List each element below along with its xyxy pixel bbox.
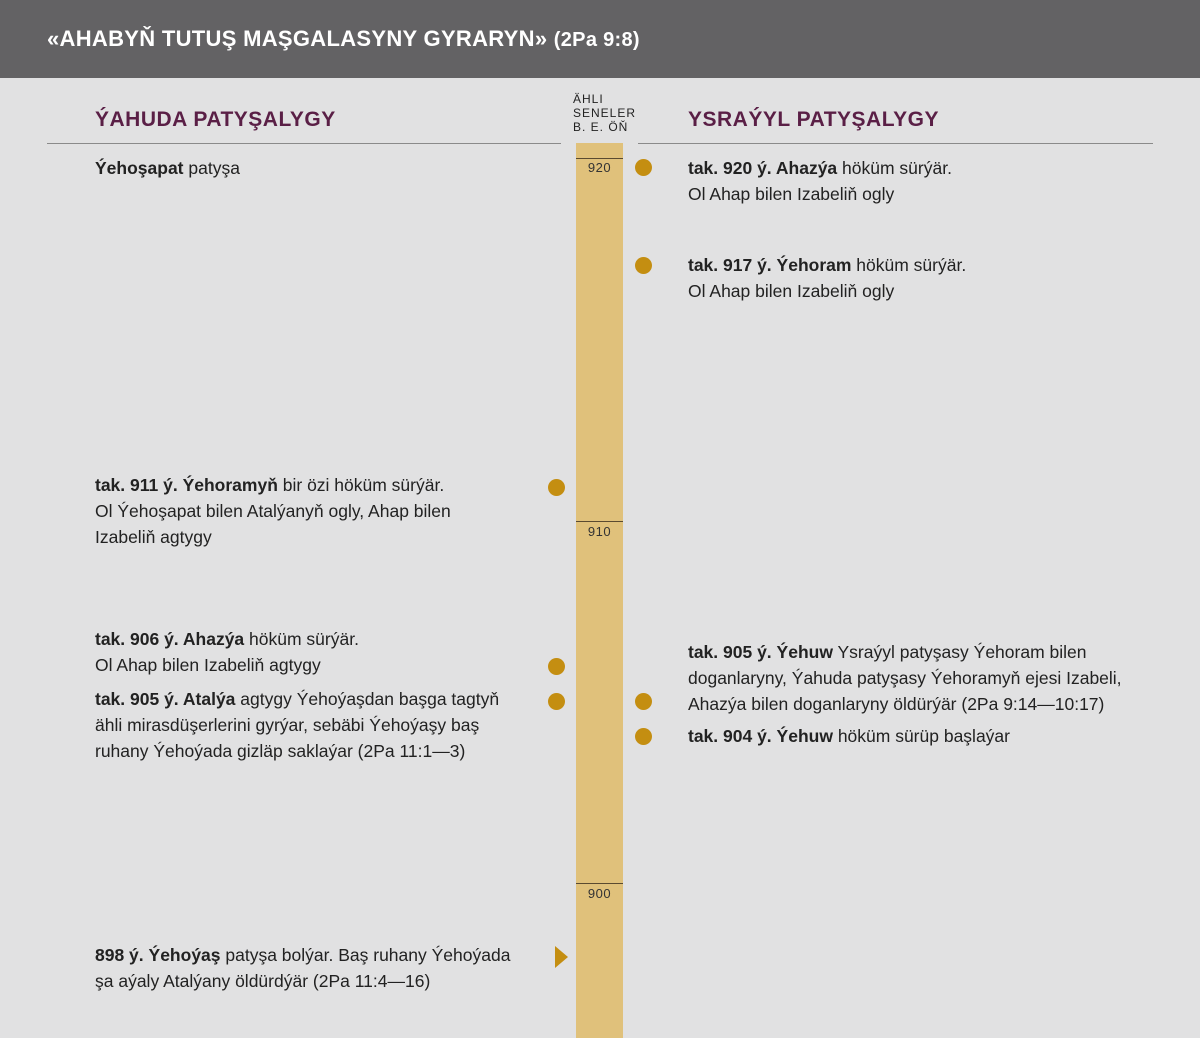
judah-event <box>95 686 545 764</box>
event-line: Ol Ahap bilen Izabeliň ogly <box>688 281 895 301</box>
event-text: bir özi höküm sürýär. <box>277 475 445 495</box>
event-name: Ýehuw <box>776 642 833 662</box>
event-lead: tak. 905 ý. <box>688 642 777 662</box>
judah-arrow-marker <box>555 946 568 968</box>
tick-label-900: 900 <box>587 886 612 901</box>
judah-event-marker <box>548 693 565 710</box>
israel-event-marker <box>635 693 652 710</box>
event-text: höküm sürýär. <box>851 255 967 275</box>
event-name: Ýehoýaş <box>148 945 221 965</box>
event-name: Atalýa <box>182 689 236 709</box>
event-text: höküm sürüp başlaýar <box>832 726 1010 746</box>
judah-event <box>95 155 545 181</box>
event-lead: tak. 920 ý. <box>688 158 776 178</box>
event-line: Ol Ahap bilen Izabeliň agtygy <box>95 655 321 675</box>
event-text: höküm sürýär. <box>244 629 359 649</box>
tick-mark-900 <box>576 883 623 884</box>
event-text: Ysraýyl patyşasy Ýehoram bilen <box>832 642 1087 662</box>
israel-event <box>688 723 1168 749</box>
right-divider <box>638 143 1153 144</box>
judah-event <box>95 942 545 994</box>
timeline-bar <box>576 143 623 1038</box>
judah-event <box>95 472 545 550</box>
event-line: Ahazýa bilen doganlaryny öldürýär (2Pa 9:14—10:17) <box>688 694 1105 714</box>
tick-label-910: 910 <box>587 524 612 539</box>
israel-heading: YSRAÝYL PATYŞALYGY <box>688 108 939 131</box>
event-lead: tak. 917 ý. <box>688 255 777 275</box>
event-lead: tak. 906 ý. <box>95 629 183 649</box>
event-name: Ýehoşapat <box>95 158 184 178</box>
event-lead: 898 ý. <box>95 945 149 965</box>
left-divider <box>47 143 561 144</box>
event-line: doganlaryny, Ýahuda patyşasy Ýehoramyň ejesi Izabeli, <box>688 668 1122 688</box>
tick-mark-910 <box>576 521 623 522</box>
axis-label: ÄHLI SENELER B. E. ÖŇ <box>573 92 637 134</box>
page-title <box>47 26 640 52</box>
judah-event-marker <box>548 658 565 675</box>
event-name: Ýehuw <box>776 726 833 746</box>
israel-event <box>688 252 1168 304</box>
tick-mark-920 <box>576 158 623 159</box>
event-text: höküm sürýär. <box>837 158 952 178</box>
israel-event-marker <box>635 159 652 176</box>
event-lead: tak. 911 ý. <box>95 475 183 495</box>
judah-event <box>95 626 545 678</box>
event-name: Ahazýa <box>182 629 245 649</box>
israel-event <box>688 639 1178 717</box>
tick-label-920: 920 <box>587 160 612 175</box>
israel-event <box>688 155 1168 207</box>
judah-event-marker <box>548 479 565 496</box>
event-name: Ýehoram <box>776 255 852 275</box>
event-line: Ol Ýehoşapat bilen Atalýanyň ogly, Ahap bilen <box>95 501 451 521</box>
event-line: Izabeliň agtygy <box>95 527 212 547</box>
header-banner <box>0 0 1200 78</box>
title-reference: (2Pa 9:8) <box>553 29 640 51</box>
judah-heading: ÝAHUDA PATYŞALYGY <box>95 108 336 131</box>
event-text: patyşa bolýar. Baş ruhany Ýehoýada <box>220 945 511 965</box>
event-text: agtygy Ýehoýaşdan başga tagtyň <box>235 689 500 709</box>
israel-event-marker <box>635 728 652 745</box>
event-line: Ol Ahap bilen Izabeliň ogly <box>688 184 895 204</box>
event-line: ruhany Ýehoýada gizläp saklaýar (2Pa 11:1—3) <box>95 741 466 761</box>
event-name: Ýehoramyň <box>182 475 278 495</box>
event-name: Ahazýa <box>775 158 838 178</box>
event-lead: tak. 904 ý. <box>688 726 777 746</box>
israel-event-marker <box>635 257 652 274</box>
event-lead: tak. 905 ý. <box>95 689 183 709</box>
event-line: şa aýaly Atalýany öldürdýär (2Pa 11:4—16) <box>95 971 431 991</box>
event-line: ähli mirasdüşerlerini gyrýar, sebäbi Ýehoýaşy baş <box>95 715 480 735</box>
title-text: «AHABYŇ TUTUŞ MAŞGALASYNY GYRARYN» <box>47 26 548 51</box>
event-text: patyşa <box>183 158 240 178</box>
